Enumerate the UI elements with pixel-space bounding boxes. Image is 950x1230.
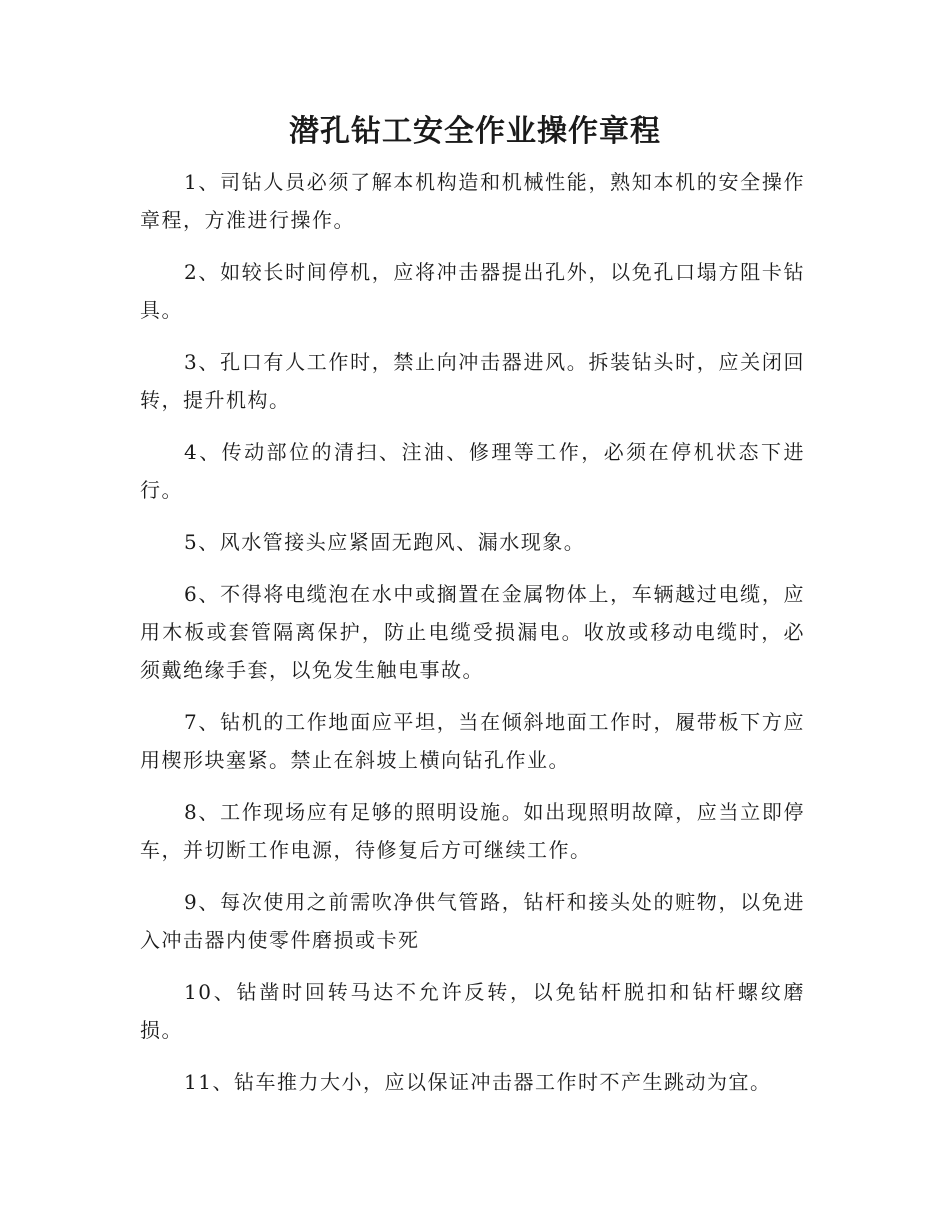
document-body [140,163,805,1115]
paragraph-5: 5、风水管接头应紧固无跑风、漏水现象。 [184,530,586,554]
paragraph-11: 11、钻车推力大小，应以保证冲击器工作时不产生跳动为宜。 [184,1070,772,1094]
paragraph-3: 3、孔口有人工作时，禁止向冲击器进风。拆装钻头时，应关闭回转，提升机构。 [140,350,805,412]
document-title: 潜孔钻工安全作业操作章程 [289,114,661,149]
paragraph-8: 8、工作现场应有足够的照明设施。如出现照明故障，应当立即停车，并切断工作电源，待修复后方可继续工作。 [140,800,805,862]
paragraph-1: 1、司钻人员必须了解本机构造和机械性能，熟知本机的安全操作章程，方准进行操作。 [140,170,805,232]
paragraph-9: 9、每次使用之前需吹净供气管路，钻杆和接头处的赃物，以免进入冲击器内使零件磨损或卡死 [140,890,805,952]
paragraph-7: 7、钻机的工作地面应平坦，当在倾斜地面工作时，履带板下方应用楔形块塞紧。禁止在斜坡上横向钻孔作业。 [140,710,805,772]
paragraph-2: 2、如较长时间停机，应将冲击器提出孔外，以免孔口塌方阻卡钻具。 [140,260,805,322]
paragraph-6: 6、不得将电缆泡在水中或搁置在金属物体上，车辆越过电缆，应用木板或套管隔离保护，防止电缆受损漏电。收放或移动电缆时，必须戴绝缘手套，以免发生触电事故。 [140,582,805,682]
paragraph-4: 4、传动部位的清扫、注油、修理等工作，必须在停机状态下进行。 [140,440,805,502]
paragraph-10: 10、钻凿时回转马达不允许反转，以免钻杆脱扣和钻杆螺纹磨损。 [140,980,805,1042]
